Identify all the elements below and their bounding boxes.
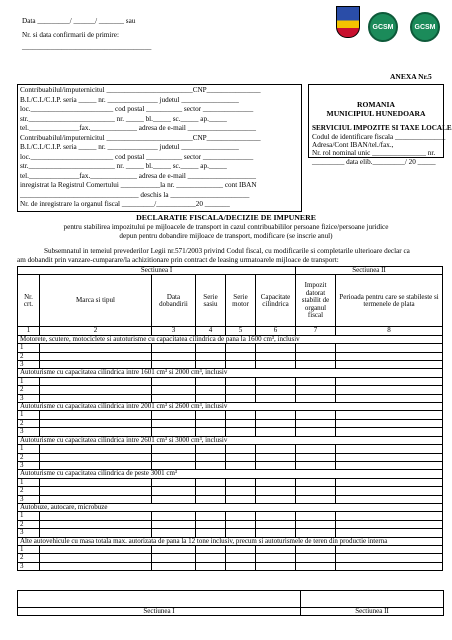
table-cell	[152, 562, 196, 570]
logo-group	[322, 4, 450, 60]
category-row: Alte autovehicule cu masa totala max. autorizata de pana la 12 tone inclusiv, precum si autoturismele de teren din productie interna	[18, 537, 443, 545]
contributor-line: str.________________________ nr. _____ bl._____ sc._____ ap._____	[20, 114, 227, 123]
row-number: 3	[18, 495, 40, 503]
table-cell	[152, 361, 196, 369]
table-cell	[196, 453, 226, 461]
table-cell	[296, 487, 336, 495]
country-label: ROMANIA	[357, 100, 395, 109]
table-cell	[226, 512, 256, 520]
table-cell	[226, 419, 256, 427]
table-row	[18, 428, 443, 436]
column-header: Capacitate cilindrica	[256, 275, 296, 327]
row-number: 1	[18, 377, 40, 385]
table-cell	[40, 529, 152, 537]
column-header: Serie sasiu	[196, 275, 226, 327]
table-cell	[256, 520, 296, 528]
table-cell	[296, 554, 336, 562]
address-line: Adresa/Cont IBAN/tel./fax.,	[312, 141, 394, 150]
contributor-line: _________________________________ deschis la ______________________	[20, 190, 250, 199]
table-row	[18, 445, 443, 453]
contributor-line: str.________________________ nr. _____ bl._____ sc._____ ap._____	[20, 162, 227, 170]
table-row	[18, 361, 443, 369]
table-cell	[196, 352, 226, 360]
row-number: 1	[18, 445, 40, 453]
table-cell	[196, 478, 226, 486]
municipality-label: MUNICIPIUL HUNEDOARA	[326, 109, 426, 118]
table-row	[18, 554, 443, 562]
table-cell	[196, 554, 226, 562]
table-row	[18, 512, 443, 520]
table-cell	[196, 394, 226, 402]
column-number: 4	[196, 327, 226, 335]
table-cell	[196, 344, 226, 352]
table-cell	[336, 545, 443, 553]
table-cell	[336, 386, 443, 394]
column-header: Nr. crt.	[18, 275, 40, 327]
row-number: 1	[18, 344, 40, 352]
row-number: 2	[18, 520, 40, 528]
row-number: 1	[18, 545, 40, 553]
table-cell	[296, 545, 336, 553]
table-cell	[296, 445, 336, 453]
table-cell	[336, 512, 443, 520]
table-cell	[336, 478, 443, 486]
table-cell	[296, 512, 336, 520]
table-cell	[336, 495, 443, 503]
table-cell	[152, 487, 196, 495]
section-1-header: Sectiunea I	[18, 267, 296, 275]
table-cell	[336, 520, 443, 528]
table-cell	[40, 487, 152, 495]
table-row	[18, 453, 443, 461]
table-cell	[336, 461, 443, 469]
table-cell	[196, 428, 226, 436]
table-cell	[152, 461, 196, 469]
table-cell	[336, 411, 443, 419]
table-cell	[40, 495, 152, 503]
table-cell	[256, 478, 296, 486]
table-row	[18, 461, 443, 469]
table-cell	[226, 411, 256, 419]
table-cell	[296, 453, 336, 461]
table-cell	[336, 487, 443, 495]
row-number: 1	[18, 411, 40, 419]
table-cell	[336, 428, 443, 436]
footer-table	[17, 590, 444, 616]
table-cell	[196, 377, 226, 385]
contributor-line: B.I./C.I./C.I.P. seria _____ nr. ______________ judetul ________________	[20, 143, 239, 151]
table-cell	[226, 394, 256, 402]
table-cell	[336, 377, 443, 385]
declaration-subtitle-2: depun pentru dobandire mijloace de transport, modificare (se inscrie anul)	[119, 232, 333, 240]
table-cell	[196, 495, 226, 503]
table-cell	[336, 562, 443, 570]
declaration-title: DECLARATIE FISCALA/DECIZIE DE IMPUNERE	[136, 213, 316, 222]
column-number: 8	[336, 327, 443, 335]
table-cell	[196, 445, 226, 453]
table-cell	[256, 352, 296, 360]
column-number: 5	[226, 327, 256, 335]
table-cell	[226, 478, 256, 486]
row-number: 3	[18, 428, 40, 436]
declaration-subtitle-1: pentru stabilirea impozitului pe mijloacele de transport in cazul contribuabililor persoane fizice/persoane juridice	[63, 223, 389, 231]
table-cell	[296, 344, 336, 352]
table-cell	[40, 554, 152, 562]
category-row: Autoturisme cu capacitatea cilindrica de peste 3001 cm³	[18, 470, 443, 478]
table-cell	[226, 361, 256, 369]
table-cell	[256, 445, 296, 453]
table-cell	[196, 461, 226, 469]
declaration-body-1: Subsemnatul in temeiul prevederilor Legii nr.571/2003 privind Codul fiscal, cu modificarile si completarile ulterioare declar ca	[44, 247, 410, 255]
table-cell	[226, 487, 256, 495]
table-cell	[256, 453, 296, 461]
contributor-line: Contribuabilul/imputernicitul ________________________CNP_______________	[20, 86, 261, 94]
table-cell	[256, 487, 296, 495]
row-number: 2	[18, 554, 40, 562]
table-cell	[152, 554, 196, 562]
column-number: 7	[296, 327, 336, 335]
table-cell	[336, 529, 443, 537]
row-number: 2	[18, 487, 40, 495]
table-row	[18, 478, 443, 486]
table-cell	[152, 352, 196, 360]
table-cell	[296, 520, 336, 528]
table-cell	[256, 512, 296, 520]
contributor-lines	[18, 85, 301, 211]
contributor-line: tel.______________fax._____________ adresa de e-mail ___________________	[20, 124, 256, 132]
table-cell	[152, 512, 196, 520]
column-number: 1	[18, 327, 40, 335]
table-cell	[296, 428, 336, 436]
table-cell	[152, 386, 196, 394]
table-cell	[296, 394, 336, 402]
row-number: 3	[18, 562, 40, 570]
table-cell	[296, 411, 336, 419]
table-cell	[196, 529, 226, 537]
footer-section-1: Sectiunea I	[143, 607, 175, 615]
confirmation-line: Nr. si data confirmarii de primire:	[22, 31, 119, 39]
table-row	[18, 352, 443, 360]
table-cell	[336, 554, 443, 562]
table-cell	[256, 377, 296, 385]
table-cell	[256, 344, 296, 352]
table-cell	[40, 411, 152, 419]
table-cell	[226, 377, 256, 385]
table-cell	[296, 461, 336, 469]
contributor-box	[17, 84, 302, 212]
table-cell	[40, 520, 152, 528]
table-row	[18, 562, 443, 570]
contributor-line: loc._______________________ cod postal __________ sector ______________	[20, 105, 254, 113]
column-number: 3	[152, 327, 196, 335]
authority-box	[308, 84, 452, 166]
table-cell	[196, 419, 226, 427]
category-row: Autoturisme cu capacitatea cilindrica intre 1601 cm³ si 2000 cm³, inclusiv	[18, 369, 443, 377]
table-cell	[152, 377, 196, 385]
contributor-line: B.I./C.I./C.I.P. seria _____ nr. ______________ judetul ________________	[20, 95, 239, 104]
table-cell	[40, 377, 152, 385]
column-header: Perioada pentru care se stabileste si termenele de plata	[336, 275, 443, 327]
fiscal-code-line: Codul de identificare fiscala ______________	[312, 133, 446, 141]
table-cell	[196, 411, 226, 419]
table-row	[18, 545, 443, 553]
table-cell	[196, 520, 226, 528]
table-cell	[40, 461, 152, 469]
row-number: 3	[18, 529, 40, 537]
table-cell	[226, 445, 256, 453]
table-cell	[336, 344, 443, 352]
roll-line-2: _________ data elib._________/ 20 _____	[312, 157, 436, 166]
table-cell	[296, 419, 336, 427]
row-number: 3	[18, 461, 40, 469]
table-cell	[226, 344, 256, 352]
table-cell	[196, 512, 226, 520]
table-cell	[40, 394, 152, 402]
table-cell	[152, 419, 196, 427]
table-cell	[40, 344, 152, 352]
table-cell	[296, 495, 336, 503]
table-cell	[256, 562, 296, 570]
table-cell	[152, 394, 196, 402]
row-number: 3	[18, 361, 40, 369]
table-cell	[256, 386, 296, 394]
table-cell	[152, 478, 196, 486]
table-cell	[40, 512, 152, 520]
table-row	[18, 386, 443, 394]
table-cell	[296, 529, 336, 537]
table-cell	[226, 386, 256, 394]
table-cell	[152, 495, 196, 503]
table-row	[18, 419, 443, 427]
table-cell	[226, 520, 256, 528]
table-row	[18, 520, 443, 528]
table-row	[18, 344, 443, 352]
table-row	[18, 495, 443, 503]
table-cell	[226, 545, 256, 553]
table-cell	[40, 352, 152, 360]
table-cell	[256, 428, 296, 436]
date-line: Data _________/ ______/ _______ sau	[22, 17, 136, 25]
row-number: 2	[18, 453, 40, 461]
contributor-line: Nr. de inregistrare la organul fiscal _________/___________20 _______	[20, 200, 230, 208]
table-cell	[256, 361, 296, 369]
table-cell	[152, 520, 196, 528]
table-cell	[152, 529, 196, 537]
table-cell	[196, 386, 226, 394]
gcsm-logo-left: GCSM	[368, 12, 398, 42]
table-row	[18, 411, 443, 419]
table-cell	[296, 377, 336, 385]
contributor-line: Contribuabilul/imputernicitul ________________________CNP_______________	[20, 133, 261, 142]
table-cell	[256, 419, 296, 427]
table-cell	[196, 487, 226, 495]
table-cell	[296, 386, 336, 394]
table-cell	[196, 562, 226, 570]
table-cell	[40, 562, 152, 570]
table-cell	[152, 445, 196, 453]
table-cell	[152, 428, 196, 436]
table-cell	[40, 453, 152, 461]
contributor-line: inregistrat la Registrul Comertului ___________la nr. _____________ cont IBAN	[20, 181, 257, 189]
table-cell	[152, 411, 196, 419]
row-number: 3	[18, 394, 40, 402]
column-header: Data dobandirii	[152, 275, 196, 327]
table-cell	[226, 461, 256, 469]
crest-icon	[336, 6, 360, 38]
table-cell	[226, 428, 256, 436]
table-cell	[296, 562, 336, 570]
table-cell	[256, 411, 296, 419]
table-cell	[152, 344, 196, 352]
row-number: 1	[18, 478, 40, 486]
category-row: Autoturisme cu capacitatea cilindrica intre 2001 cm³ si 2600 cm³, inclusiv	[18, 403, 443, 411]
column-number: 6	[256, 327, 296, 335]
confirmation-blank: ____________________________________	[22, 43, 152, 51]
service-label: SERVICIUL IMPOZITE SI TAXE LOCALE	[312, 124, 452, 132]
gcsm-logo-right: GCSM	[410, 12, 440, 42]
category-row: Motorete, scutere, motociclete si autoturisme cu capacitatea cilindrica de pana la 1600 cm³, inclusiv	[18, 335, 443, 343]
row-number: 2	[18, 352, 40, 360]
row-number: 2	[18, 419, 40, 427]
table-cell	[256, 545, 296, 553]
table-cell	[336, 352, 443, 360]
vehicles-table	[17, 266, 443, 571]
row-number: 2	[18, 386, 40, 394]
table-cell	[256, 461, 296, 469]
table-cell	[40, 445, 152, 453]
column-header: Impozit datorat stabilit de organul fiscal	[296, 275, 336, 327]
table-cell	[336, 361, 443, 369]
table-cell	[226, 554, 256, 562]
column-header: Marca si tipul	[40, 275, 152, 327]
contributor-line: tel.______________fax._____________ adresa de e-mail ___________________	[20, 171, 256, 180]
table-cell	[336, 445, 443, 453]
table-cell	[152, 545, 196, 553]
column-header: Serie motor	[226, 275, 256, 327]
table-cell	[256, 554, 296, 562]
declaration-body-2: am dobandit prin vanzare-cumparare/la achizitionare prin contract de leasing urmatoarele mijloace de transport:	[17, 256, 339, 264]
table-cell	[256, 495, 296, 503]
table-cell	[40, 386, 152, 394]
table-cell	[152, 453, 196, 461]
contributor-line: loc._______________________ cod postal __________ sector ______________	[20, 152, 254, 161]
annex-label: ANEXA Nr.5	[390, 72, 432, 81]
footer-section-2: Sectiunea II	[355, 607, 389, 615]
table-cell	[226, 529, 256, 537]
table-cell	[196, 361, 226, 369]
table-cell	[40, 545, 152, 553]
column-number: 2	[40, 327, 152, 335]
table-cell	[296, 361, 336, 369]
table-cell	[256, 394, 296, 402]
table-cell	[226, 453, 256, 461]
category-row: Autobuze, autocare, microbuze	[18, 503, 443, 511]
table-cell	[336, 394, 443, 402]
section-2-header: Sectiunea II	[296, 267, 443, 275]
category-row: Autoturisme cu capacitatea cilindrica intre 2601 cm³ si 3000 cm³, inclusiv	[18, 436, 443, 444]
table-row	[18, 487, 443, 495]
table-cell	[40, 419, 152, 427]
table-cell	[40, 478, 152, 486]
table-cell	[226, 352, 256, 360]
table-cell	[256, 529, 296, 537]
table-row	[18, 377, 443, 385]
table-cell	[40, 428, 152, 436]
table-cell	[296, 478, 336, 486]
table-cell	[40, 361, 152, 369]
table-cell	[226, 562, 256, 570]
table-cell	[336, 419, 443, 427]
table-cell	[296, 352, 336, 360]
table-row	[18, 529, 443, 537]
row-number: 1	[18, 512, 40, 520]
table-cell	[196, 545, 226, 553]
table-cell	[226, 495, 256, 503]
table-row	[18, 394, 443, 402]
table-cell	[336, 453, 443, 461]
roll-line-1: Nr. rol nominal unic _______________ nr.	[312, 149, 436, 158]
